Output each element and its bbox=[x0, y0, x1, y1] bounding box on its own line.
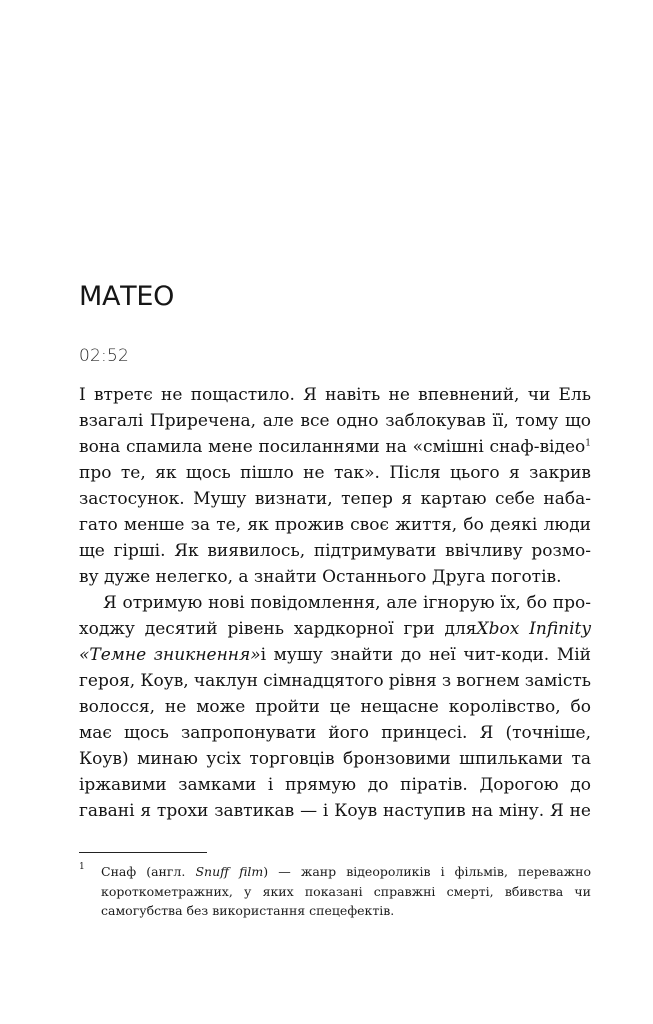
footnote-term: Snuff film bbox=[195, 864, 264, 879]
game-title: Xbox Infinity bbox=[476, 619, 591, 639]
text-line: ще гірші. Як виявилось, підтримувати ввічливу розмо- bbox=[79, 541, 591, 561]
text-line: гавані я трохи завтикав — і Коув наступив на міну. Я не bbox=[79, 801, 591, 821]
text-line: гато менше за те, як прожив своє життя, бо деякі люди bbox=[79, 515, 591, 535]
footnote-number: 1 bbox=[79, 862, 85, 872]
chapter-timestamp: 02:52 bbox=[79, 346, 129, 366]
text-line: застосунок. Мушу визнати, тепер я картаю себе наба- bbox=[79, 489, 591, 509]
footnote-divider bbox=[79, 852, 207, 853]
paragraph-1 bbox=[79, 382, 591, 590]
game-subtitle: «Темне зникнення» bbox=[79, 645, 261, 665]
body-text bbox=[79, 382, 591, 824]
text-line: Я отримую нові повідомлення, але ігнорую їх, бо про- bbox=[103, 593, 591, 613]
text-line: І втретє не пощастило. Я навіть не впевнений, чи Ель bbox=[79, 385, 591, 405]
chapter-title: МАТЕО bbox=[79, 281, 175, 312]
text-line: волосся, не може пройти це нещасне королівство, бо bbox=[79, 697, 591, 717]
footnote bbox=[79, 862, 591, 921]
paragraph-2 bbox=[79, 590, 591, 824]
footnote-line: самогубства без використання спецефектів. bbox=[101, 903, 395, 918]
footnote-marker: 1 bbox=[585, 438, 591, 449]
text-line: ву дуже нелегко, а знайти Останнього Друга поготів. bbox=[79, 567, 562, 587]
text-line: про те, як щось пішло не так». Після цього я закрив bbox=[79, 463, 591, 483]
text-line: героя, Коув, чаклун сімнадцятого рівня з вогнем замість bbox=[79, 671, 591, 691]
text-line: вона спамила мене посиланнями на «смішні снаф-відео$^1$ bbox=[79, 437, 591, 457]
text-line: ходжу десятий рівень хардкорної гри дляXbox Infinity bbox=[79, 619, 591, 639]
text-line: взагалі Приречена, але все одно заблокував її, тому що bbox=[79, 411, 591, 431]
footnote-text bbox=[101, 862, 591, 921]
text-line: Коув) минаю усіх торговців бронзовими шпильками та bbox=[79, 749, 591, 769]
footnote-line: Снаф (англ. Snuff film) — жанр відеороликів і фільмів, переважно bbox=[101, 864, 591, 879]
text-line: має щось запропонувати його принцесі. Я (точніше, bbox=[79, 723, 591, 743]
text-line: «Темне зникнення»і мушу знайти до неї чит-коди. Мій bbox=[79, 645, 591, 665]
footnote-line: короткометражних, у яких показані справжні смерті, вбивства чи bbox=[101, 883, 591, 899]
text-line: іржавими замками і прямую до піратів. Дорогою до bbox=[79, 775, 591, 795]
